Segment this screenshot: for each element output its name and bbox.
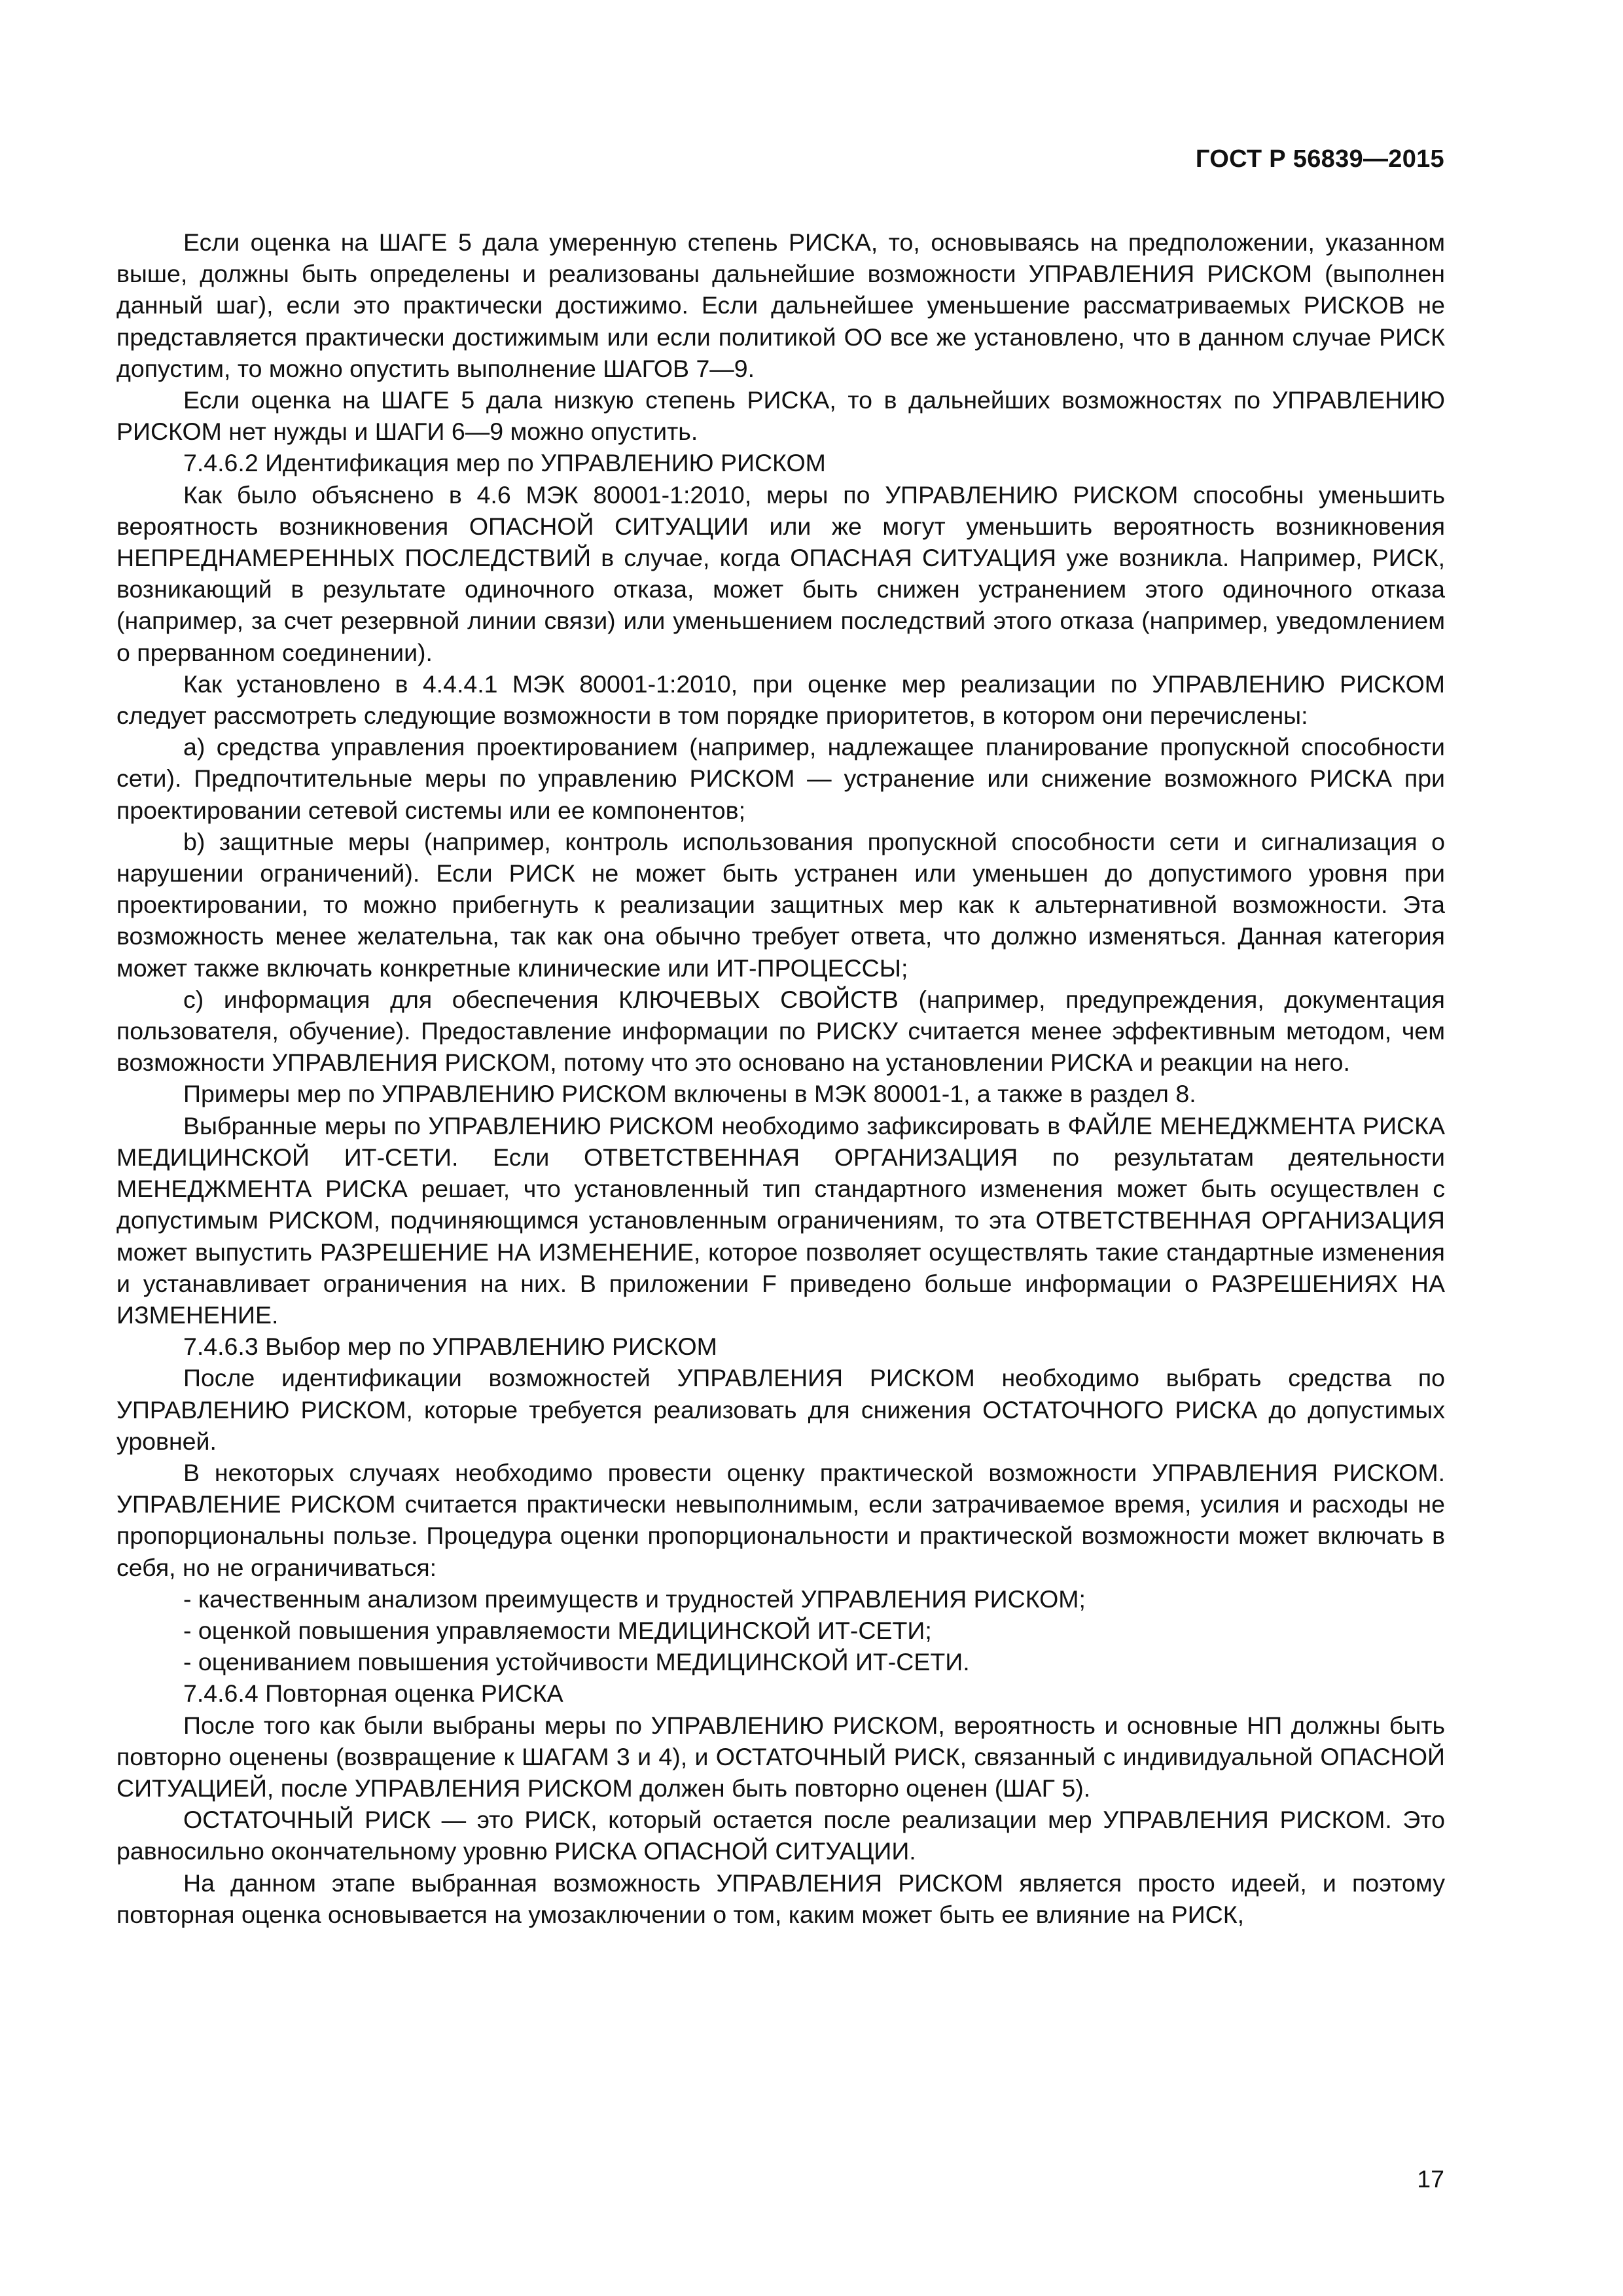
list-item: - оценкой повышения управляемости МЕДИЦИНСКОЙ ИТ-СЕТИ;	[183, 1616, 932, 1644]
body-text	[116, 226, 1445, 1930]
paragraph: Если оценка на ШАГЕ 5 дала низкую степень РИСКА, то в дальнейших возможностях по УПРАВЛЕНИЮ РИСКОМ нет нужды и ШАГИ 6—9 можно опустить.	[116, 386, 1445, 446]
paragraph: Если оценка на ШАГЕ 5 дала умеренную степень РИСКА, то, основываясь на предположении, указанном выше, должны быть определены и реализованы дальнейшие возможности УПРАВЛЕНИЯ РИСКОМ (выполнен данный шаг), если это практически достижимо. Если дальнейшее уменьшение рассматриваемых РИСКОВ не представляется практически достижимым или если политикой ОО все же установлено, что в данном случае РИСК допустим, то можно опустить выполнение ШАГОВ 7—9.	[116, 228, 1445, 382]
paragraph: Выбранные меры по УПРАВЛЕНИЮ РИСКОМ необходимо зафиксировать в ФАЙЛЕ МЕНЕДЖМЕНТА РИСКА МЕДИЦИНСКОЙ ИТ-СЕТИ. Если ОТВЕТСТВЕННАЯ ОРГАНИЗАЦИЯ по результатам деятельности МЕНЕДЖМЕНТА РИСКА решает, что установленный тип стандартного изменения может быть осуществлен с допустимым РИСКОМ, подчиняющимся установленным ограничениям, то эта ОТВЕТСТВЕННАЯ ОРГАНИЗАЦИЯ может выпустить РАЗРЕШЕНИЕ НА ИЗМЕНЕНИЕ, которое позволяет осуществлять такие стандартные изменения и устанавливает ограничения на них. В приложении F приведено больше информации о РАЗРЕШЕНИЯХ НА ИЗМЕНЕНИЕ.	[116, 1111, 1445, 1329]
paragraph: Как установлено в 4.4.4.1 МЭК 80001-1:2010, при оценке мер реализации по УПРАВЛЕНИЮ РИСКОМ следует рассмотреть следующие возможности в том порядке приоритетов, в котором они перечислены:	[116, 670, 1445, 730]
list-item: c) информация для обеспечения КЛЮЧЕВЫХ СВОЙСТВ (например, предупреждения, документация пользователя, обучение). Предоставление информации по РИСКУ считается менее эффективным методом, чем возможности УПРАВЛЕНИЯ РИСКОМ, потому что это основано на установлении РИСКА и реакции на него.	[116, 985, 1445, 1077]
paragraph: В некоторых случаях необходимо провести оценку практической возможности УПРАВЛЕНИЯ РИСКОМ. УПРАВЛЕНИЕ РИСКОМ считается практически невыполнимым, если затрачиваемое время, усилия и расходы не пропорциональны пользе. Процедура оценки пропорциональности и практической возможности может включать в себя, но не ограничиваться:	[116, 1458, 1445, 1581]
list-item: - качественным анализом преимуществ и трудностей УПРАВЛЕНИЯ РИСКОМ;	[183, 1585, 1086, 1613]
paragraph: На данном этапе выбранная возможность УПРАВЛЕНИЯ РИСКОМ является просто идеей, и поэтому повторная оценка основывается на умозаключении о том, каким может быть ее влияние на РИСК,	[116, 1869, 1445, 1928]
paragraph: ОСТАТОЧНЫЙ РИСК — это РИСК, который остается после реализации мер УПРАВЛЕНИЯ РИСКОМ. Это равносильно окончательному уровню РИСКА ОПАСНОЙ СИТУАЦИИ.	[116, 1806, 1445, 1865]
paragraph: Как было объяснено в 4.6 МЭК 80001-1:2010, меры по УПРАВЛЕНИЮ РИСКОМ способны уменьшить вероятность возникновения ОПАСНОЙ СИТУАЦИИ или же могут уменьшить вероятность возникновения НЕПРЕДНАМЕРЕННЫХ ПОСЛЕДСТВИЙ в случае, когда ОПАСНАЯ СИТУАЦИЯ уже возникла. Например, РИСК, возникающий в результате одиночного отказа, может быть снижен устранением этого одиночного отказа (например, за счет резервной линии связи) или уменьшением последствий этого отказа (например, уведомлением о прерванном соединении).	[116, 480, 1445, 666]
section-heading: 7.4.6.2 Идентификация мер по УПРАВЛЕНИЮ РИСКОМ	[183, 449, 826, 477]
paragraph: Примеры мер по УПРАВЛЕНИЮ РИСКОМ включены в МЭК 80001-1, а также в раздел 8.	[183, 1080, 1196, 1108]
list-item: a) средства управления проектированием (например, надлежащее планирование пропускной способности сети). Предпочтительные меры по управлению РИСКОМ — устранение или снижение возможного РИСКА при проектировании сетевой системы или ее компонентов;	[116, 733, 1445, 824]
paragraph: После того как были выбраны меры по УПРАВЛЕНИЮ РИСКОМ, вероятность и основные НП должны быть повторно оценены (возвращение к ШАГАМ 3 и 4), и ОСТАТОЧНЫЙ РИСК, связанный с индивидуальной ОПАСНОЙ СИТУАЦИЕЙ, после УПРАВЛЕНИЯ РИСКОМ должен быть повторно оценен (ШАГ 5).	[116, 1711, 1445, 1802]
page-number: 17	[1417, 2165, 1444, 2193]
section-heading: 7.4.6.3 Выбор мер по УПРАВЛЕНИЮ РИСКОМ	[183, 1333, 717, 1361]
standard-header: ГОСТ Р 56839—2015	[1195, 145, 1444, 173]
list-item: - оцениванием повышения устойчивости МЕДИЦИНСКОЙ ИТ-СЕТИ.	[183, 1648, 970, 1676]
paragraph: После идентификации возможностей УПРАВЛЕНИЯ РИСКОМ необходимо выбрать средства по УПРАВЛЕНИЮ РИСКОМ, которые требуется реализовать для снижения ОСТАТОЧНОГО РИСКА до допустимых уровней.	[116, 1364, 1445, 1455]
section-heading: 7.4.6.4 Повторная оценка РИСКА	[183, 1679, 563, 1708]
list-item: b) защитные меры (например, контроль использования пропускной способности сети и сигнализация о нарушении ограничений). Если РИСК не может быть устранен или уменьшен до допустимого уровня при проектировании, то можно прибегнуть к реализации защитных мер как к альтернативной возможности. Эта возможность менее желательна, так как она обычно требует ответа, что должно изменяться. Данная категория может также включать конкретные клинические или ИТ-ПРОЦЕССЫ;	[116, 827, 1445, 982]
